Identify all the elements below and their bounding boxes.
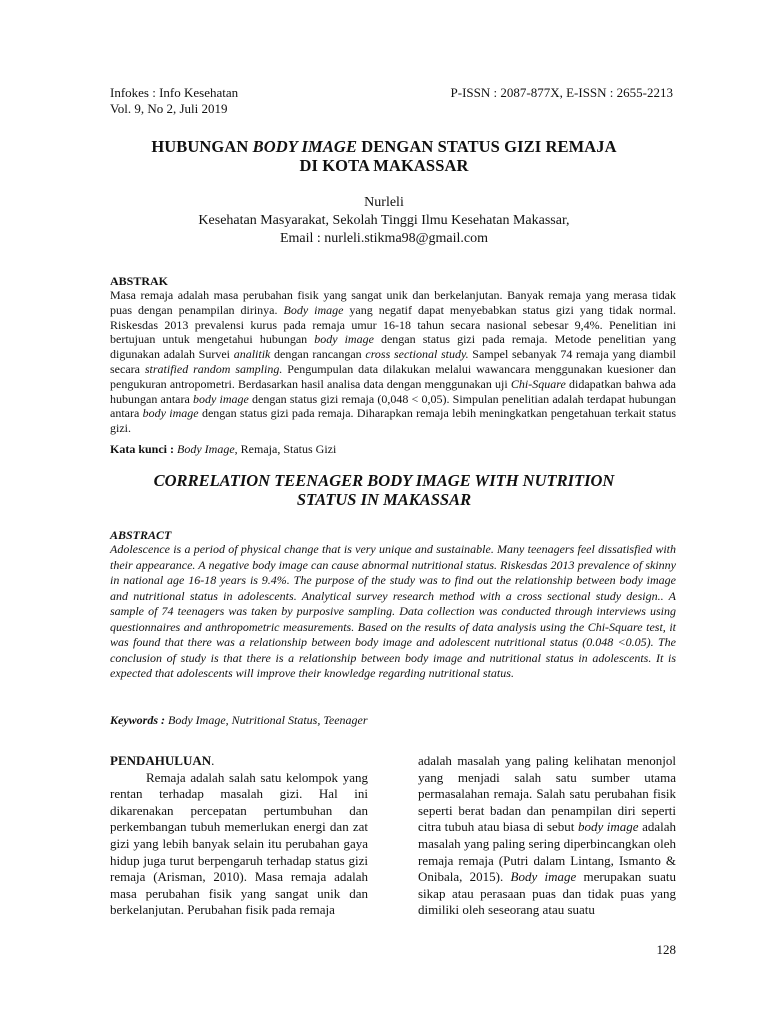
- kata-kunci-rest: , Remaja, Status Gizi: [234, 442, 337, 456]
- section-heading-dot: .: [211, 753, 215, 768]
- abstrak-text: Pengumpulan data dilakukan melalui wawancara menggunakan kuesioner dan pengukuran antropometri. Berdasarkan hasil analisa data dengan menggunakan uji: [110, 361, 676, 391]
- abstrak-italic: analitik: [233, 347, 271, 362]
- body-column-right: [418, 753, 676, 919]
- abstrak-text: dengan status gizi pada remaja. Diharapkan remaja lebih meningkatkan pengetahuan terkait status gizi.: [110, 406, 676, 436]
- section-heading: [110, 753, 368, 770]
- abstract-body: Adolescence is a period of physical change that is very unique and sustainable. Many teenagers feel dissatisfied with their appearance. A negative body image can cause abnormal nutritional status. Riskesdas 2013 prevalence of skinny in national age 16-18 years is 9.4%. The purpose of the study was to find out the relationship between body image and nutritional status in adolescents. Analytical survey research method with a cross sectional study design.. A sample of 74 teenagers was taken by purposive sampling. Data collection was conducted through interviews using questionnaires and anthropometric measurements. Based on the results of data analysis using the Chi-Square test, it was found that there was a relationship between body image and adolescent nutritional status (0.048 <0.05). The conclusion of study is that there is a relationship between body image and nutritional status in adolescents. It is expected that adolescents will improve their knowledge regarding nutritional status.: [110, 542, 676, 680]
- paragraph-italic: body image: [577, 819, 639, 835]
- author-block: [100, 194, 668, 248]
- paragraph-italic: Body image: [510, 869, 577, 885]
- title-en-line-2: STATUS IN MAKASSAR: [296, 490, 472, 509]
- abstrak-text: Sampel sebanyak 74 remaja yang diambil secara: [110, 347, 676, 376]
- page-number: 128: [656, 942, 676, 957]
- author-email: Email : nurleli.stikma98@gmail.com: [279, 231, 489, 246]
- paragraph-text: adalah masalah yang paling sering diperbincangkan oleh remaja remaja (Putri dalam Lintang, Ismanto & Onibala, 2015).: [418, 819, 677, 885]
- paragraph-text: Remaja adalah salah satu kelompok yang rentan terhadap masalah gizi. Hal ini dikarenakan percepatan pertumbuhan dan perkembangan tubuh memerlukan energi dan zat gizi yang lebih banyak selain itu perubahan gaya hidup juga turut berpengaruh terhadap status gizi remaja (Arisman, 2010). Masa remaja adalah masa perubahan fisik yang sangat unik dan berkelanjutan. Perubahan fisik pada remaja: [110, 769, 368, 918]
- abstrak-text: dengan rancangan: [270, 347, 366, 362]
- journal-volume: Vol. 9, No 2, Juli 2019: [110, 101, 228, 116]
- abstrak-text: Masa remaja adalah masa perubahan fisik yang sangat unik dan berkelanjutan. Banyak remaja yang merasa tidak puas dengan penampilan dirinya.: [110, 288, 676, 317]
- abstrak-text: dengan status gizi remaja (0,048 < 0,05). Simpulan penelitian adalah terdapat hubungan antara: [110, 391, 676, 421]
- abstrak-italic: body image: [193, 391, 249, 406]
- section-heading-text: PENDAHULUAN: [110, 753, 212, 768]
- keywords: [110, 713, 676, 727]
- author-name: Nurleli: [364, 195, 404, 210]
- abstrak-italic: Body image: [283, 302, 344, 317]
- title-part: HUBUNGAN: [151, 137, 253, 156]
- keywords-text: Body Image, Nutritional Status, Teenager: [168, 713, 368, 727]
- title-part: DENGAN STATUS GIZI REMAJA: [357, 137, 617, 156]
- kata-kunci: [110, 442, 676, 456]
- issn-header: P-ISSN : 2087-877X, E-ISSN : 2655-2213: [450, 85, 673, 100]
- body-column-left: [110, 753, 368, 919]
- abstrak-italic: cross sectional study.: [365, 347, 469, 362]
- paragraph-text: adalah masalah yang paling kelihatan menonjol yang menjadi salah satu sumber utama permasalahan remaja. Salah satu perubahan fisik seperti berat badan dan penampilan diri seperti citra tubuh atau biasa di sebut: [418, 753, 676, 835]
- abstrak-heading: ABSTRAK: [110, 274, 169, 288]
- title-en-line-1: CORRELATION TEENAGER BODY IMAGE WITH NUTRITION: [153, 471, 615, 490]
- abstrak-italic: stratified random sampling.: [144, 361, 283, 376]
- title-part-italic: BODY IMAGE: [252, 137, 358, 156]
- journal-name: Infokes : Info Kesehatan: [110, 85, 239, 100]
- kata-kunci-label: Kata kunci :: [110, 442, 178, 456]
- paper-title-english: [100, 471, 668, 509]
- abstrak-body: [110, 288, 676, 436]
- abstrak-italic: body image: [314, 332, 374, 347]
- journal-header: [110, 85, 238, 117]
- abstrak-text: yang negatif dapat menyebabkan status gizi yang tidak normal. Riskesdas 2013 prevalensi kurus pada remaja umur 16-18 tahun secara nasional sebesar 9,4%. Penelitian ini bertujuan untuk mengetahui hubungan: [110, 302, 677, 347]
- abstrak-text: didapatkan bahwa ada hubungan antara: [110, 376, 677, 406]
- abstrak-italic: body image: [142, 406, 199, 421]
- abstrak-text: dengan status gizi pada remaja. Metode penelitian yang digunakan adalah Survei: [110, 332, 676, 362]
- paper-title-indonesian: [100, 137, 668, 175]
- paragraph: [110, 770, 368, 919]
- title-line-2: DI KOTA MAKASSAR: [299, 156, 469, 175]
- abstract-heading: ABSTRACT: [110, 528, 172, 542]
- abstrak-italic: Chi-Square: [510, 376, 566, 391]
- paragraph-text: merupakan suatu sikap atau perasaan puas dan tidak puas yang dimiliki oleh seseorang atau suatu: [418, 869, 676, 918]
- author-affiliation: Kesehatan Masyarakat, Sekolah Tinggi Ilmu Kesehatan Makassar,: [198, 213, 570, 228]
- kata-kunci-italic: Body Image: [177, 442, 235, 456]
- keywords-label: Keywords :: [110, 713, 168, 727]
